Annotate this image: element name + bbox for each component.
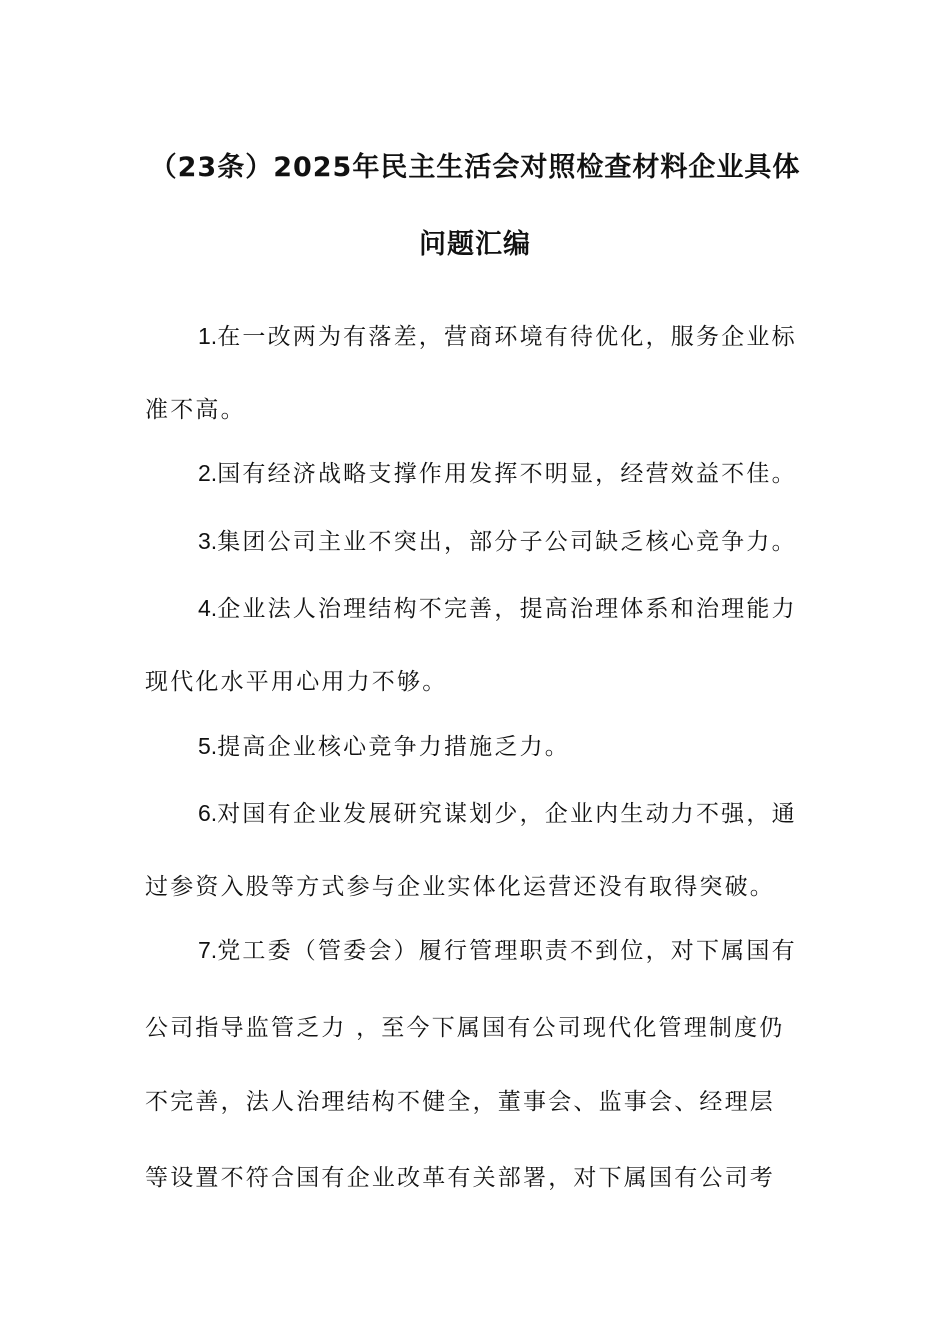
item-number: 4. [198,595,218,621]
list-item-7-continuation-1: 公司指导监管乏力 ，至今下属国有公司现代化管理制度仍 [145,1015,785,1041]
list-item-2 [198,455,810,492]
item-text: 集团公司主业不突出，部分子公司缺乏核心竞争力。 [217,529,797,555]
list-item-7 [198,932,810,969]
list-item-5 [198,728,810,765]
item-number: 6. [198,800,218,826]
list-item-1 [198,318,810,355]
item-number: 7. [198,937,218,963]
item-text: 企业法人治理结构不完善，提高治理体系和治理能力 [217,596,797,622]
item-number: 5. [198,733,218,759]
item-text: 党工委（管委会）履行管理职责不到位，对下属国有 [217,938,797,964]
document-title-line-1: （23条）2025年民主生活会对照检查材料企业具体 [149,152,801,183]
list-item-1-continuation: 准不高。 [145,397,246,423]
item-number: 3. [198,528,218,554]
item-text: 国有经济战略支撑作用发挥不明显，经营效益不佳。 [217,461,797,487]
item-number: 2. [198,460,218,486]
list-item-6 [198,795,810,832]
list-item-3 [198,523,810,560]
item-number: 1. [198,323,218,349]
list-item-4 [198,590,810,627]
item-text: 提高企业核心竞争力措施乏力。 [217,734,570,760]
document-title-line-2: 问题汇编 [419,229,531,260]
list-item-7-continuation-2: 不完善，法人治理结构不健全，董事会、监事会、经理层 [145,1089,775,1115]
list-item-6-continuation: 过参资入股等方式参与企业实体化运营还没有取得突破。 [145,874,775,900]
item-text: 在一改两为有落差，营商环境有待优化，服务企业标 [217,324,797,350]
item-text: 对国有企业发展研究谋划少，企业内生动力不强，通 [217,801,797,827]
list-item-4-continuation: 现代化水平用心用力不够。 [145,669,448,695]
list-item-7-continuation-3: 等设置不符合国有企业改革有关部署，对下属国有公司考 [145,1165,775,1191]
